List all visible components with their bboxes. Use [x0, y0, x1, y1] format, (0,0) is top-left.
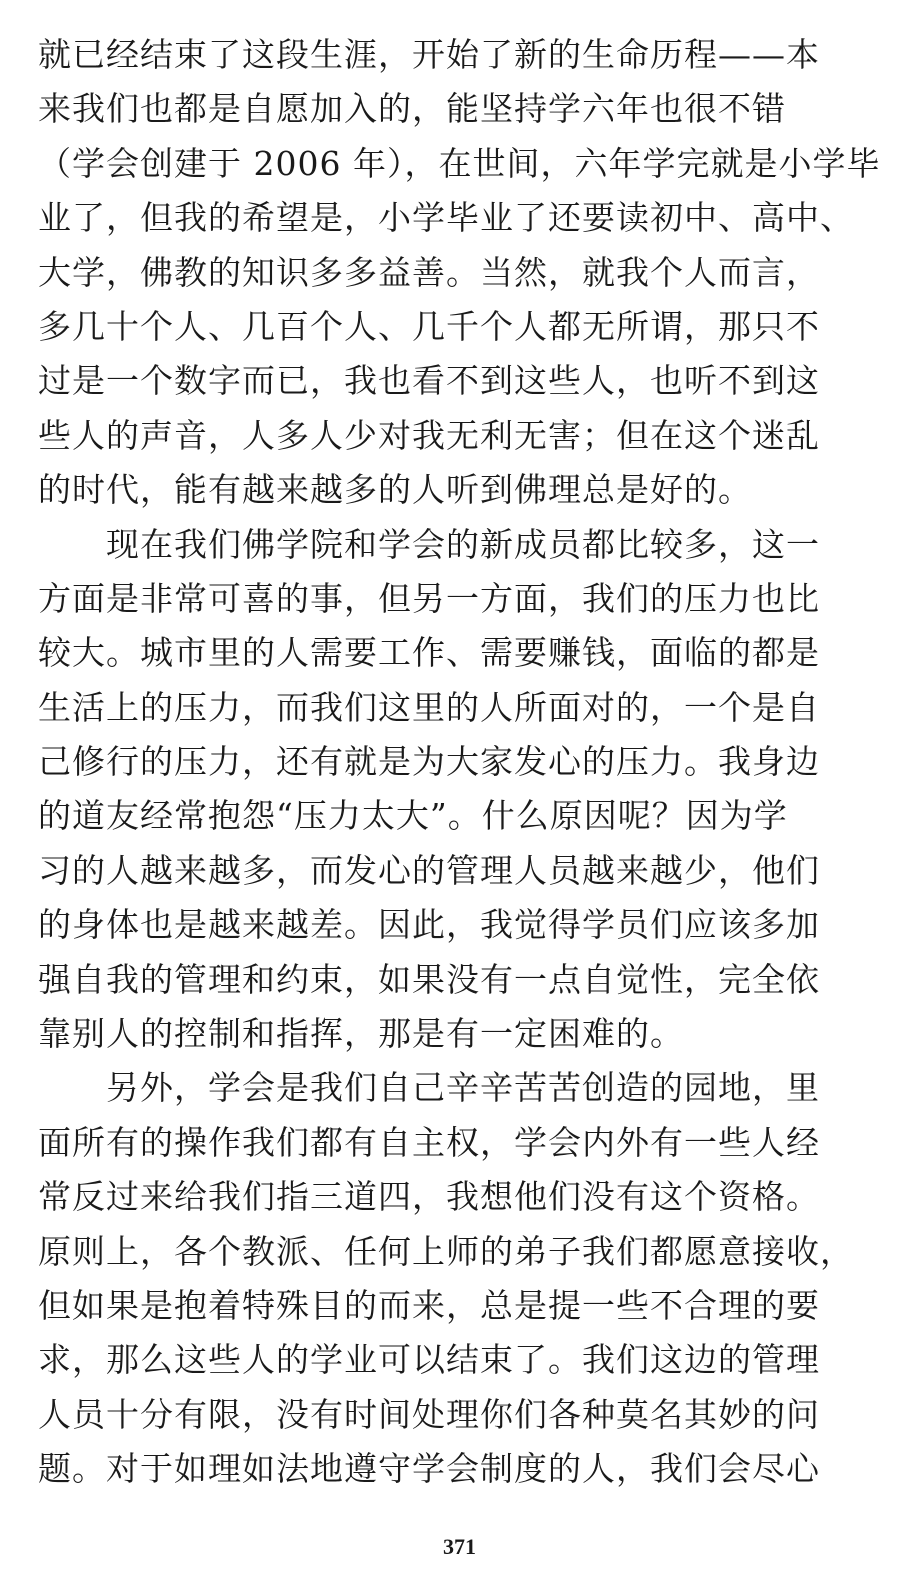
text-line-11: 方面是非常可喜的事，但另一方面，我们的压力也比 [38, 578, 820, 618]
text-line-18: 强自我的管理和约束，如果没有一点自觉性，完全依 [38, 959, 820, 999]
text-line-15: 的道友经常抱怨“压力太大”。什么原因呢？因为学 [38, 796, 788, 836]
text-line-6: 多几十个人、几百个人、几千个人都无所谓，那只不 [38, 306, 820, 346]
text-line-23: 原则上，各个教派、任何上师的弟子我们都愿意接收， [38, 1231, 854, 1271]
text-line-21: 面所有的操作我们都有自主权，学会内外有一些人经 [38, 1122, 820, 1162]
text-line-27: 题。对于如理如法地遵守学会制度的人，我们会尽心 [38, 1449, 820, 1489]
text-line-3: （学会创建于 2006 年），在世间，六年学完就是小学毕 [38, 143, 881, 183]
text-line-20: 另外，学会是我们自己辛辛苦苦创造的园地，里 [106, 1068, 820, 1108]
text-line-10: 现在我们佛学院和学会的新成员都比较多，这一 [106, 524, 820, 564]
text-line-8: 些人的声音，人多人少对我无利无害；但在这个迷乱 [38, 415, 820, 455]
text-line-16: 习的人越来越多，而发心的管理人员越来越少，他们 [38, 850, 820, 890]
text-line-2: 来我们也都是自愿加入的，能坚持学六年也很不错 [38, 89, 786, 129]
page-number: 371 [443, 1534, 476, 1559]
text-line-7: 过是一个数字而已，我也看不到这些人，也听不到这 [38, 361, 820, 401]
text-line-22: 常反过来给我们指三道四，我想他们没有这个资格。 [38, 1177, 820, 1217]
text-line-4: 业了，但我的希望是，小学毕业了还要读初中、高中、 [38, 198, 854, 238]
text-line-5: 大学，佛教的知识多多益善。当然，就我个人而言， [38, 252, 820, 292]
text-line-9: 的时代，能有越来越多的人听到佛理总是好的。 [38, 470, 752, 510]
text-line-1: 就已经结束了这段生涯，开始了新的生命历程——本 [38, 35, 820, 74]
page-body [38, 28, 886, 1497]
text-line-26: 人员十分有限，没有时间处理你们各种莫名其妙的问 [38, 1394, 820, 1434]
text-line-14: 己修行的压力，还有就是为大家发心的压力。我身边 [38, 742, 820, 782]
text-line-25: 求，那么这些人的学业可以结束了。我们这边的管理 [38, 1340, 820, 1380]
text-line-13: 生活上的压力，而我们这里的人所面对的，一个是自 [38, 687, 820, 727]
text-line-12: 较大。城市里的人需要工作、需要赚钱，面临的都是 [38, 633, 820, 673]
text-line-17: 的身体也是越来越差。因此，我觉得学员们应该多加 [38, 905, 820, 945]
text-line-24: 但如果是抱着特殊目的而来，总是提一些不合理的要 [38, 1285, 820, 1325]
text-line-19: 靠别人的控制和指挥，那是有一定困难的。 [38, 1014, 684, 1054]
